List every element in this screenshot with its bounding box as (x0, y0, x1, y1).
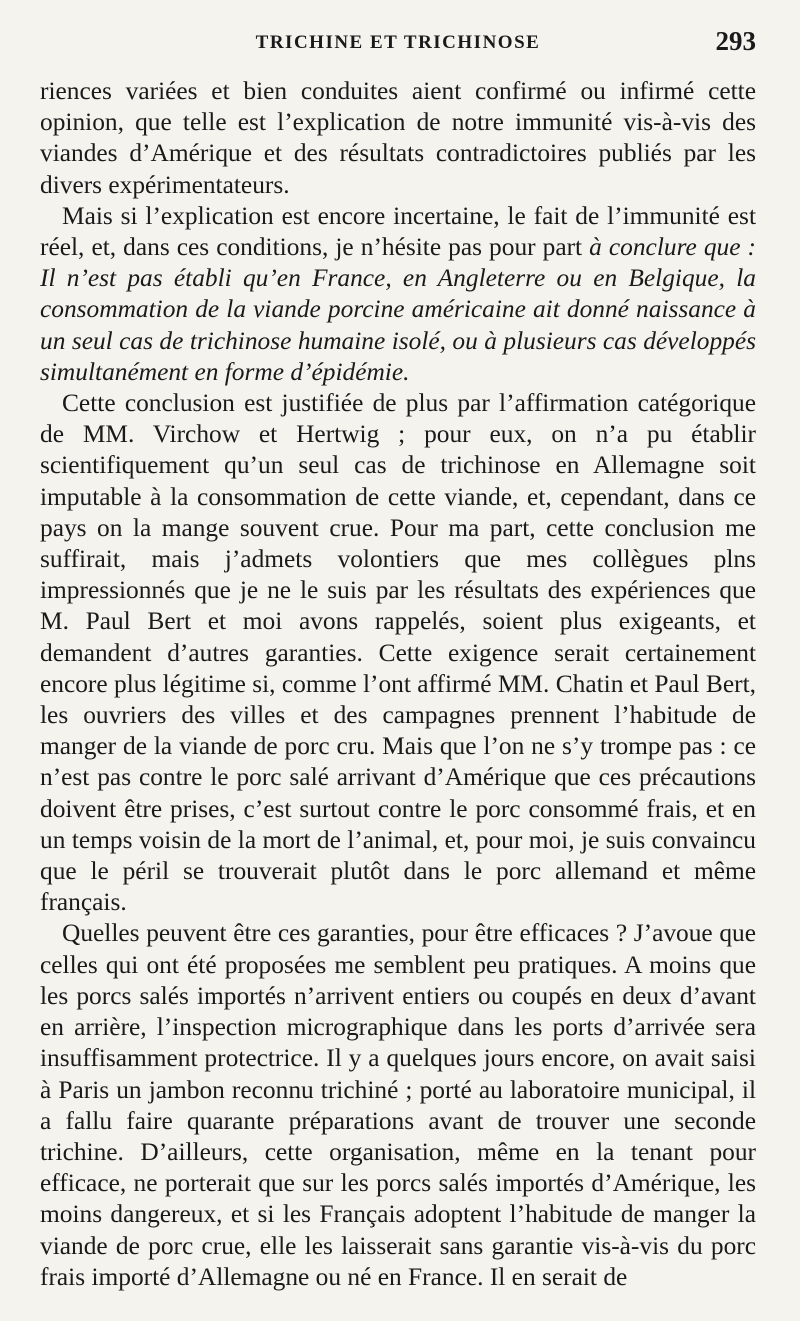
paragraph-justification (40, 388, 756, 918)
paragraph-text: riences variées et bien conduites aient confirmé ou infirmé cette opinion, que telle est l’explication de notre immunité vis-à-vis des viandes d’Amérique et des résultats contradictoires publiés par les divers expérimentateurs. (40, 77, 756, 199)
body-text (40, 76, 756, 1293)
paragraph-conclusion (40, 201, 756, 388)
page-number: 293 (715, 26, 756, 56)
italic-conclusion: à conclure que : Il n’est pas établi qu’en France, en Angleterre ou en Belgique, la consommation de la viande porcine américaine ait donné naissance à un seul cas de trichinose humaine isolé, ou à plusieurs cas développés simultanément en forme d’épidémie. (40, 233, 756, 386)
paragraph-continuation (40, 76, 756, 201)
paragraph-intro: Mais si l’explication est encore incertaine, le fait de l’immunité est réel, et, dans ces conditions, je n’hésite pas pour part (40, 201, 756, 262)
paragraph-text: Cette conclusion est justifiée de plus par l’affirmation catégorique de MM. Virchow et Hertwig ; pour eux, on n’a pu établir scientifiquement qu’un seul cas de trichinose en Allemagne soit imputable à la consommation de cette viande, et, cependant, dans ce pays on la mange souvent crue. Pour ma part, cette conclusion me suffirait, mais j’admets volontiers que mes collègues plns impressionnés que je ne le suis par les résultats des expériences que M. Paul Bert et moi avons rappelés, soient plus exigeants, et demandent d’autres garanties. Cette exigence serait certainement encore plus légitime si, comme l’ont affirmé MM. Chatin et Paul Bert, les ouvriers des villes et des campagnes prennent l’habitude de manger de la viande de porc cru. Mais que l’on ne s’y trompe pas : ce n’est pas contre le porc salé arrivant d’Amérique que ces précautions doivent être prises, c’est surtout contre le porc consommé frais, et en un temps voisin de la mort de l’animal, et, pour moi, je suis convaincu que le péril se trouverait plutôt dans le porc allemand et même français. (40, 389, 756, 917)
running-title: TRICHINE ET TRICHINOSE (255, 32, 541, 53)
running-head (40, 24, 756, 76)
paragraph-text: Quelles peuvent être ces garanties, pour être efficaces ? J’avoue que celles qui ont été proposées me semblent peu pratiques. A moins que les porcs salés importés n’arrivent entiers ou coupés en deux d’avant en arrière, l’inspection micrographique dans les ports d’arrivée sera insuffisamment protectrice. Il y a quelques jours encore, on avait saisi à Paris un jambon reconnu trichiné ; porté au laboratoire municipal, il a fallu faire quarante préparations avant de trouver une seconde trichine. D’ailleurs, cette organisation, même en la tenant pour efficace, ne porterait que sur les porcs salés importés d’Amérique, les moins dangereux, et si les Français adoptent l’habitude de manger la viande de porc crue, elle les laisserait sans garantie vis-à-vis du porc frais importé d’Allemagne ou né en France. Il en serait de (40, 919, 756, 1291)
paragraph-guarantees (40, 918, 756, 1292)
